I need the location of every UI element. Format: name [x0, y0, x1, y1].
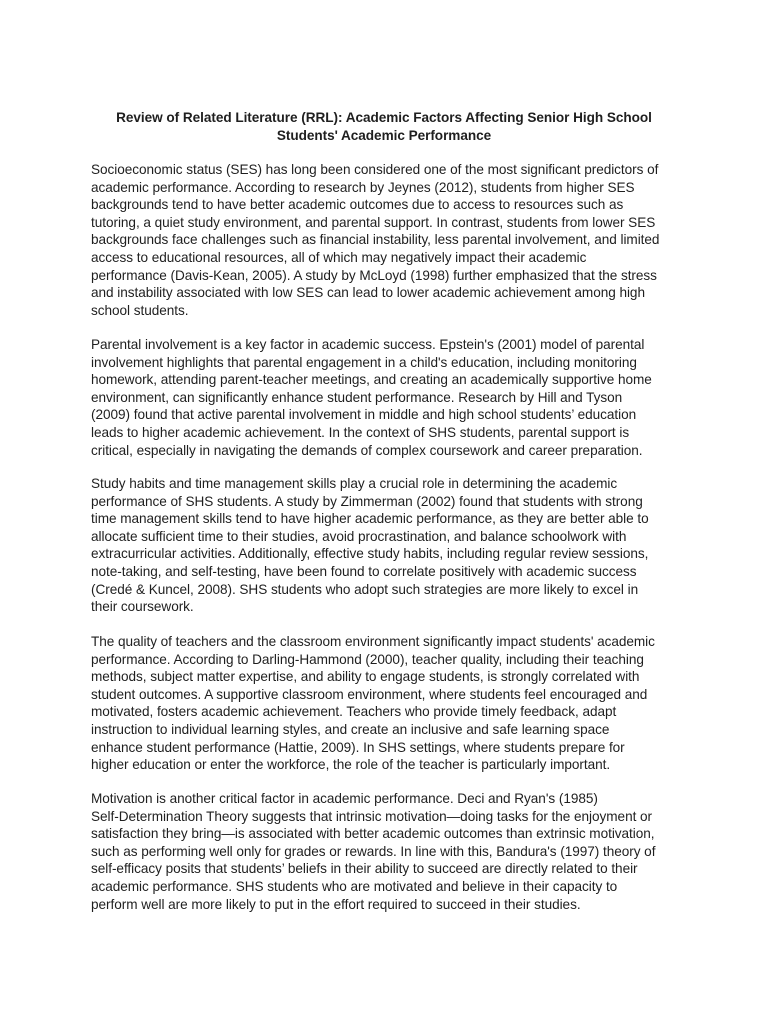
- title-line: Review of Related Literature (RRL): Academic Factors Affecting Senior High School: [116, 110, 652, 125]
- text-line: methods, subject matter expertise, and ability to engage students, is strongly correlated with: [91, 669, 640, 685]
- paragraph-motivation: [91, 790, 681, 913]
- text-line: and instability associated with low SES can lead to lower academic achievement among high: [91, 285, 645, 301]
- text-line: The quality of teachers and the classroom environment significantly impact students' academic: [91, 634, 655, 649]
- paragraph-socioeconomic-status: [91, 161, 681, 319]
- text-line: tutoring, a quiet study environment, and parental support. In contrast, students from lower SES: [91, 214, 656, 230]
- text-line: Self-Determination Theory suggests that intrinsic motivation—doing tasks for the enjoyment or: [91, 808, 653, 824]
- title-line: Students' Academic Performance: [276, 128, 492, 143]
- text-line: perform well are more likely to put in the effort required to succeed in their studies.: [91, 896, 581, 912]
- text-line: motivated, fosters academic achievement. Teachers who provide timely feedback, adapt: [91, 704, 617, 720]
- text-line: school students.: [91, 302, 189, 318]
- text-line: critical, especially in navigating the demands of complex coursework and career preparation.: [91, 442, 643, 458]
- text-line: time management skills tend to have higher academic performance, as they are better able to: [91, 511, 649, 527]
- text-line: access to educational resources, all of which may negatively impact their academic: [91, 249, 587, 265]
- text-line: involvement highlights that parental engagement in a child's education, including monitoring: [91, 354, 637, 370]
- text-line: enhance student performance (Hattie, 2009). In SHS settings, where students prepare for: [91, 739, 625, 755]
- text-line: academic performance. SHS students who are motivated and believe in their capacity to: [91, 878, 618, 894]
- text-line: satisfaction they bring—is associated with better academic outcomes than extrinsic motivation,: [91, 826, 655, 842]
- text-line: Parental involvement is a key factor in academic success. Epstein's (2001) model of parental: [91, 337, 645, 352]
- paragraph-parental-involvement: [91, 336, 681, 459]
- text-line: student outcomes. A supportive classroom environment, where students feel encouraged and: [91, 686, 648, 702]
- text-line: performance (Davis-Kean, 2005). A study by McLoyd (1998) further emphasized that the stress: [91, 267, 657, 283]
- text-line: backgrounds tend to have better academic outcomes due to access to resources such as: [91, 197, 624, 213]
- text-line: such as performing well only for grades or rewards. In line with this, Bandura's (1997) theory of: [91, 843, 656, 859]
- text-line: backgrounds face challenges such as financial instability, less parental involvement, and limited: [91, 232, 660, 248]
- text-line: homework, attending parent-teacher meetings, and creating an academically supportive home: [91, 372, 652, 388]
- text-line: performance of SHS students. A study by Zimmerman (2002) found that students with strong: [91, 493, 643, 509]
- text-line: self-efficacy posits that students’ beliefs in their ability to succeed are directly related to their: [91, 861, 638, 877]
- paragraph-study-habits: [91, 475, 681, 616]
- text-line: note-taking, and self-testing, have been found to correlate positively with academic success: [91, 563, 637, 579]
- text-line: (2009) found that active parental involvement in middle and high school students’ education: [91, 407, 637, 423]
- text-line: Motivation is another critical factor in academic performance. Deci and Ryan's (1985): [91, 791, 598, 806]
- text-line: higher education or enter the workforce, the role of the teacher is particularly important.: [91, 757, 611, 773]
- text-line: allocate sufficient time to their studies, avoid procrastination, and balance schoolwork with: [91, 528, 627, 544]
- text-line: instruction to individual learning styles, and create an inclusive and safe learning space: [91, 721, 610, 737]
- text-line: (Credé & Kuncel, 2008). SHS students who adopt such strategies are more likely to excel in: [91, 581, 639, 597]
- text-line: extracurricular activities. Additionally, effective study habits, including regular review sessions,: [91, 546, 649, 562]
- text-line: their coursework.: [91, 599, 194, 615]
- text-line: environment, can significantly enhance student performance. Research by Hill and Tyson: [91, 389, 623, 405]
- text-line: leads to higher academic achievement. In the context of SHS students, parental support is: [91, 424, 630, 440]
- text-line: Socioeconomic status (SES) has long been considered one of the most significant predictors of: [91, 162, 659, 177]
- text-line: academic performance. According to research by Jeynes (2012), students from higher SES: [91, 179, 635, 195]
- text-line: Study habits and time management skills play a crucial role in determining the academic: [91, 476, 618, 491]
- document-title: [92, 109, 676, 145]
- paragraph-teacher-quality: [91, 633, 681, 774]
- text-line: performance. According to Darling-Hammond (2000), teacher quality, including their teaching: [91, 651, 644, 667]
